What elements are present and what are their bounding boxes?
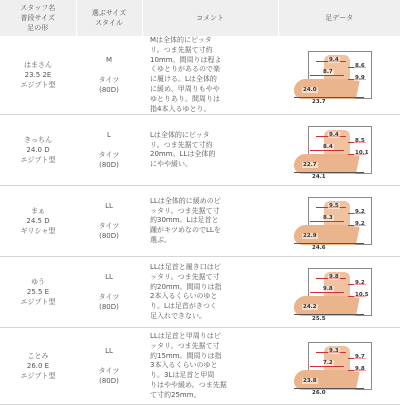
foot-diagram [288,120,398,180]
measure-line [310,221,344,222]
comment-line: 踵がキツめなのでLLを [150,226,221,235]
measure-line [310,75,344,76]
measure-ball: 8.6 [355,63,365,70]
measure-ball: 8.5 [355,138,365,145]
style-denier: (80D) [99,377,119,386]
comment-line: 約30mm。Lは足首と [150,216,219,225]
measure-top: 9.3 [329,348,339,355]
staff-cell [0,115,76,186]
staff-name: ことみ [27,352,49,361]
length-line [294,172,364,173]
foot-shape: エジプト型 [20,156,56,165]
comment-line: Lは全体的にピッタ [150,130,210,139]
comment-line: り。Lは足首がきつく [150,302,217,311]
style-denier: (80D) [99,86,119,95]
length-line [294,97,364,98]
comment-line: にやや緩い。 [150,160,192,169]
comment-cell [142,36,278,115]
style-name: タイツ [98,367,120,376]
table-row [0,36,400,115]
foot-diagram [288,191,398,251]
foot-data-cell [278,115,400,186]
comment-line: Mは全体的にピッタ [150,36,212,44]
comment-line: に履ける。Lは全体的 [150,75,217,84]
usual-size: 24.0 D [26,146,50,155]
measure-width: 24.0 [303,87,317,94]
comment-cell [142,328,278,405]
measure-length: 24.1 [312,174,326,181]
measure-mid: 9.8 [323,286,333,293]
style-denier: (80D) [99,161,119,170]
comment-cell [142,115,278,186]
measure-top: 9.4 [329,57,339,64]
staff-cell [0,328,76,405]
measure-mid: 8.7 [323,69,333,76]
header-size [76,0,142,36]
foot-shape: エジプト型 [20,372,56,381]
measure-line [310,292,344,293]
style-name: タイツ [98,151,120,160]
comment-line: くゆとりがあるので楽 [150,65,220,74]
measure-length: 25.5 [312,316,326,323]
style-denier: (80D) [99,232,119,241]
staff-cell [0,36,76,115]
measure-side: 9.9 [355,75,365,82]
length-line [294,388,364,389]
comment-line: 約20mm。間周りは指 [150,282,222,291]
staff-name: まぁ [31,207,45,216]
table-row [0,257,400,328]
comment-line: ゆとりあり。間周りは [150,94,220,103]
comment-line: ッタリ。つま先据て寸 [150,206,220,215]
foot-shape: ギリシャ型 [20,227,56,236]
comment-line: て寸約25mm。 [150,390,201,399]
foot-data-cell [278,186,400,257]
header-comment [142,0,278,36]
size-cell [76,115,142,186]
staff-name: ゆう [31,278,45,287]
measure-width: 23.8 [303,378,317,385]
comment-line: 指4本入るゆとり。 [150,104,211,113]
usual-size: 25.5 E [26,288,50,297]
measure-length: 24.6 [312,245,326,252]
comment-line: ッタリ。つま先据て寸 [150,341,220,350]
measure-width: 22.9 [303,233,317,240]
comment-line: 約15mm。間周りは指 [150,351,222,360]
style-name: タイツ [98,222,120,231]
comment-line: 2本入るくらいのゆと [150,292,218,301]
header-staff [0,0,76,36]
chosen-size: LL [105,273,113,282]
usual-size: 23.5 2E [24,71,52,80]
header-usual-size: 普段サイズ [20,14,55,22]
foot-diagram [288,336,398,396]
table-row [0,115,400,186]
header-foot-shape: 足の形 [27,24,49,32]
measure-top: 9.8 [329,274,339,281]
comment-line: 3本入るくらいのゆと [150,361,218,370]
style-denier: (80D) [99,303,119,312]
measure-ball: 9.2 [355,209,365,216]
header-staff-name: スタッフ名 [20,4,56,12]
foot-shape: エジプト型 [20,298,56,307]
staff-name: はまさん [24,61,52,70]
style-name: タイツ [98,76,120,85]
measure-line [310,150,344,151]
foot-data-cell [278,36,400,115]
comment-line: 20mm。LLは全体的 [150,150,216,159]
header-chosen-size: 選ぶサイズ [91,9,127,17]
chosen-size: M [105,56,113,65]
size-cell [76,257,142,328]
table-row [0,186,400,257]
measure-length: 26.0 [312,390,326,397]
measure-side: 9.8 [355,366,365,373]
foot-shape: エジプト型 [20,81,56,90]
comment-line: り。3Lは足首と甲周 [150,371,215,380]
comment-line: リ。つま先据て寸約 [150,140,213,149]
measure-top: 9.4 [329,132,339,139]
size-cell [76,328,142,405]
measure-top: 9.5 [329,203,339,210]
measure-side: 9.2 [355,221,365,228]
size-cell [76,186,142,257]
measure-side: 10.5 [355,292,369,299]
comment-line: LLは全体的に緩めのピ [150,196,221,205]
chosen-size: LL [105,202,113,211]
header-foot-data [278,0,400,36]
length-line [294,243,364,244]
header-foot-data-label: 足データ [325,14,354,22]
table-row [0,328,400,405]
comment-line: りはやや緩め。つま先据 [150,381,227,390]
style-name: タイツ [98,293,120,302]
measure-mid: 8.3 [323,215,333,222]
comment-line: 足入れできない。 [150,311,206,320]
measure-width: 24.2 [303,304,317,311]
measure-ball: 9.2 [355,280,365,287]
header-row [0,0,400,36]
header-style: スタイル [95,19,123,27]
foot-data-cell [278,257,400,328]
measure-width: 22.7 [303,162,317,169]
usual-size: 24.5 D [26,217,50,226]
chosen-size: LL [105,347,113,356]
comment-line: に緩め、甲周りもやや [150,84,220,93]
staff-name: きっちん [24,136,52,145]
staff-cell [0,257,76,328]
foot-diagram [288,262,398,322]
comment-cell [142,257,278,328]
measure-line [310,366,344,367]
comment-line: リ。つま先据て寸約 [150,45,213,54]
comment-line: 選ぶ。 [150,236,172,245]
measure-length: 23.7 [312,99,326,106]
staff-cell [0,186,76,257]
size-cell [76,36,142,115]
comment-line: LLは足首と甲周りはピ [150,332,221,341]
chosen-size: L [107,131,111,140]
comment-line: 10mm。間周りは程よ [150,55,222,64]
comment-line: ッタリ。つま先据て寸 [150,272,220,281]
length-line [294,314,364,315]
measure-mid: 8.4 [323,144,333,151]
measure-side: 10.1 [355,150,369,157]
header-comment-label: コメント [196,14,224,22]
usual-size: 26.0 E [26,362,50,371]
foot-diagram [288,45,398,105]
comment-line: LLは足首と履き口はピ [150,262,221,271]
measure-mid: 7.2 [323,360,333,367]
measure-ball: 9.7 [355,354,365,361]
foot-data-cell [278,328,400,405]
comment-cell [142,186,278,257]
